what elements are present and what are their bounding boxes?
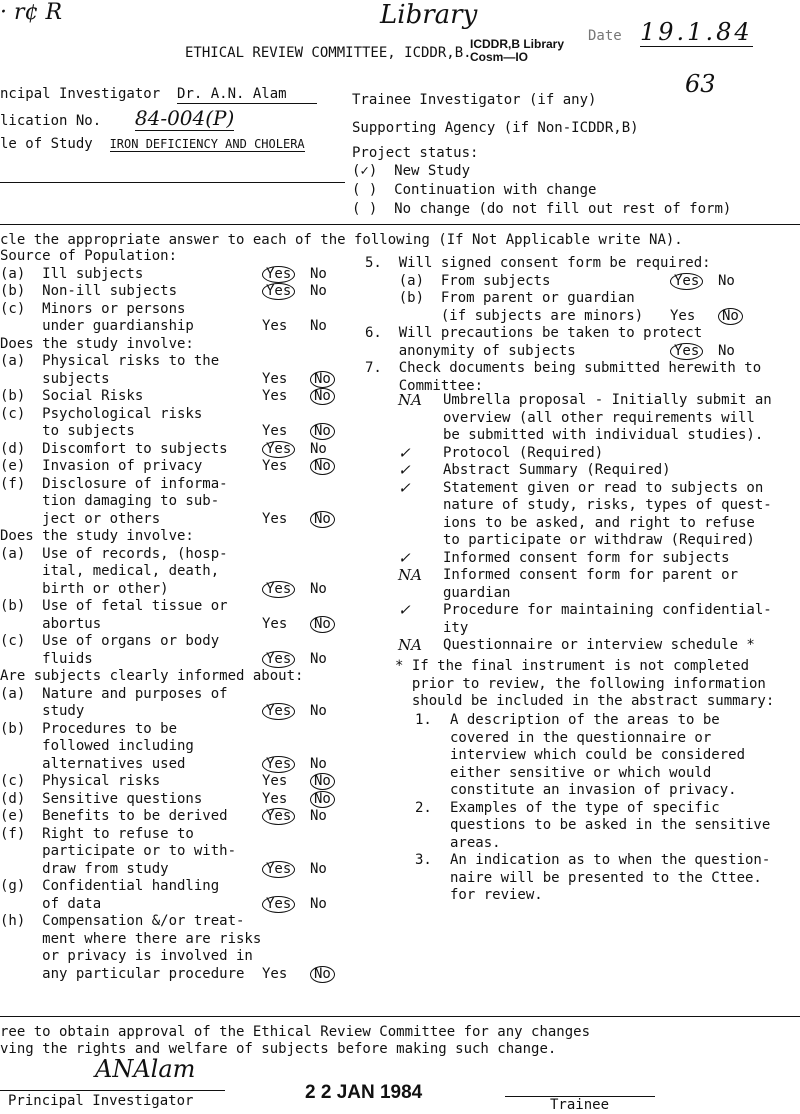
document-check-mark: ✓ [398, 461, 411, 479]
question-line [0, 598, 228, 615]
question-line [0, 861, 169, 878]
pi-signature-line [0, 1090, 225, 1091]
question-line [0, 546, 228, 563]
status-no-change: ( ) No change (do not fill out rest of form) [352, 201, 732, 217]
document-text: overview (all other requirements will [443, 409, 755, 426]
question-text: tion damaging to sub- [0, 493, 220, 509]
question-line [0, 406, 202, 423]
question-line [0, 336, 194, 353]
question-text: alternatives used [0, 755, 186, 772]
question-line [0, 441, 228, 458]
question-text: participate or to with- [0, 843, 237, 859]
answer-no: No [310, 703, 327, 719]
answer-no: No [310, 458, 335, 475]
library-handwritten: Library [380, 0, 478, 30]
document-text: ity [443, 619, 469, 636]
question-line [0, 738, 194, 755]
question-text: (a) Ill subjects [0, 265, 144, 282]
footnote-line: * If the final instrument is not completed [395, 658, 750, 674]
form-title: ETHICAL REVIEW COMMITTEE, ICDDR,B. [185, 45, 472, 61]
answer-no: No [310, 511, 335, 528]
answer-yes: Yes [262, 581, 295, 598]
answer-no: No [310, 388, 335, 405]
answer-yes: Yes [262, 896, 295, 913]
question-line [0, 843, 236, 860]
question-text: anonymity of subjects [365, 342, 576, 359]
question-line [0, 353, 219, 370]
numbered-text: constitute an invasion of privacy. [450, 782, 737, 798]
status-continuation: ( ) Continuation with change [352, 182, 597, 198]
supporting-agency-field: Supporting Agency (if Non-ICDDR,B) [352, 120, 639, 136]
answer-no: No [310, 371, 335, 388]
question-line [0, 476, 228, 493]
numbered-text: either sensitive or which would [450, 764, 712, 781]
question-text: birth or other) [0, 580, 169, 597]
document-text: to participate or withdraw (Required) [443, 532, 755, 548]
question-line [0, 686, 228, 703]
question-text: (e) Benefits to be derived [0, 808, 228, 824]
document-text: be submitted with individual studies). [443, 427, 764, 443]
answer-yes: Yes [262, 808, 295, 825]
question-line [0, 721, 177, 738]
document-check-mark: NA [398, 391, 422, 409]
answer-no: No [310, 265, 327, 282]
answer-yes: Yes [670, 343, 703, 360]
question-line [365, 273, 550, 290]
question-line [365, 308, 643, 325]
item-number: 1. [415, 712, 432, 728]
question-text: Committee: [365, 377, 484, 394]
question-text: study [0, 703, 85, 719]
question-text: (a) From subjects [365, 272, 551, 289]
question-text: under guardianship [0, 318, 194, 334]
question-line [0, 493, 219, 510]
answer-yes: Yes [262, 370, 288, 387]
answer-no: No [310, 860, 327, 877]
item-number: 2. [415, 799, 432, 816]
question-line [365, 290, 635, 307]
question-text: (a) Use of records, (hosp- [0, 545, 228, 562]
question-text: Does the study involve: [0, 528, 194, 544]
question-line [0, 878, 219, 895]
numbered-text: A description of the areas to be [450, 712, 720, 728]
trainee-field: Trainee Investigator (if any) [352, 92, 597, 108]
corner-scrawl: · r¢ R [0, 0, 63, 25]
answer-no: No [310, 283, 327, 299]
date-label: Date [588, 28, 622, 44]
document-text: ions to be asked, and right to refuse [443, 514, 755, 531]
document-check-mark: NA [398, 566, 422, 584]
numbered-text: questions to be asked in the sensitive [450, 817, 771, 833]
question-line [0, 581, 169, 598]
document-text: Protocol (Required) [443, 444, 604, 461]
question-line [0, 966, 244, 983]
reference-number: 63 [685, 70, 716, 98]
numbered-text: areas. [450, 834, 501, 851]
question-line [0, 528, 194, 545]
question-text: to subjects [0, 423, 135, 439]
document-text: Informed consent form for parent or [443, 567, 739, 583]
document-check-mark: ✓ [398, 601, 411, 619]
question-text: or privacy is involved in [0, 948, 253, 964]
pi-field: ncipal Investigator Dr. A.N. Alam [0, 86, 317, 104]
question-text: 6. Will precautions be taken to protect [365, 325, 703, 341]
pi-signature: ANAlam [95, 1055, 196, 1083]
question-line [0, 651, 93, 668]
question-line [365, 325, 702, 342]
question-line [365, 255, 711, 272]
question-text: (b) Use of fetal tissue or [0, 598, 228, 614]
answer-yes: Yes [262, 423, 288, 439]
question-text: (b) From parent or guardian [365, 290, 635, 306]
question-text: (f) Disclosure of informa- [0, 475, 228, 492]
question-text: (if subjects are minors) [365, 307, 644, 324]
library-stamp: ICDDR,B Library Cosm—IO [470, 37, 565, 64]
question-text: (g) Confidential handling [0, 878, 220, 894]
agreement-line-2: ving the rights and welfare of subjects before making such change. [0, 1041, 557, 1057]
answer-no: No [310, 440, 327, 457]
document-text: Abstract Summary (Required) [443, 462, 671, 478]
status-new-study: (✓) New Study [352, 163, 471, 179]
question-text: Source of Population: [0, 248, 178, 264]
question-line [0, 371, 110, 388]
question-line [0, 826, 194, 843]
date-stamp: 2 2 JAN 1984 [305, 1082, 423, 1103]
answer-yes: Yes [262, 651, 295, 668]
question-text: (c) Psychological risks [0, 405, 203, 422]
pi-label: Principal Investigator [8, 1093, 194, 1109]
question-text: (a) Physical risks to the [0, 353, 220, 369]
question-line [0, 388, 143, 405]
question-line [0, 633, 219, 650]
project-status-label: Project status: [352, 145, 479, 161]
question-text: subjects [0, 370, 110, 387]
answer-yes: Yes [262, 703, 295, 720]
answer-yes: Yes [262, 283, 295, 300]
question-line [0, 458, 202, 475]
question-line [365, 343, 576, 360]
question-line [0, 896, 101, 913]
document-check-mark: ✓ [398, 478, 411, 497]
answer-yes: Yes [262, 318, 288, 334]
question-text: abortus [0, 615, 102, 632]
agreement-line-1: ree to obtain approval of the Ethical Review Committee for any changes [0, 1024, 591, 1040]
answer-no: No [310, 650, 327, 667]
question-line [0, 668, 303, 685]
question-text: (f) Right to refuse to [0, 825, 194, 842]
answer-no: No [310, 808, 327, 824]
document-text: Questionnaire or interview schedule * [443, 637, 755, 653]
document-text: Procedure for maintaining confidential- [443, 602, 772, 618]
question-text: (b) Non-ill subjects [0, 283, 178, 299]
answer-yes: Yes [262, 773, 288, 789]
question-line [0, 301, 185, 318]
answer-no: No [310, 423, 335, 440]
question-line [0, 318, 194, 335]
question-text: (b) Procedures to be [0, 720, 178, 737]
question-line [0, 511, 160, 528]
blank-line [0, 182, 345, 183]
answer-yes: Yes [262, 965, 288, 982]
answer-no: No [310, 791, 335, 808]
question-line [0, 931, 261, 948]
item-number: 3. [415, 852, 432, 868]
question-text: draw from study [0, 860, 169, 877]
document-text: Umbrella proposal - Initially submit an [443, 392, 772, 408]
answer-no: No [310, 580, 327, 597]
answer-yes: Yes [262, 458, 288, 474]
instruction-text: cle the appropriate answer to each of the following (If Not Applicable write NA). [0, 232, 683, 248]
question-text: (c) Physical risks [0, 773, 161, 789]
question-text: followed including [0, 738, 194, 754]
numbered-text: An indication as to when the question- [450, 852, 771, 868]
question-text: fluids [0, 650, 93, 667]
question-text: any particular procedure [0, 965, 245, 982]
question-text: (b) Social Risks [0, 388, 144, 404]
study-title-field: le of Study IRON DEFICIENCY AND CHOLERA [0, 136, 305, 152]
question-line [0, 791, 202, 808]
answer-yes: Yes [262, 615, 288, 632]
question-line [0, 756, 185, 773]
question-text: (d) Discomfort to subjects [0, 440, 228, 457]
document-text: Informed consent form for subjects [443, 549, 730, 566]
question-text: 7. Check documents being submitted herewith to [365, 360, 762, 376]
question-line [0, 423, 135, 440]
document-check-mark: ✓ [398, 548, 411, 567]
question-line [0, 773, 160, 790]
answer-no: No [718, 272, 735, 289]
answer-no: No [310, 773, 335, 790]
answer-no: No [310, 966, 335, 983]
question-line [0, 616, 101, 633]
question-line [0, 703, 84, 720]
answer-no: No [310, 755, 327, 772]
question-line [0, 563, 219, 580]
question-text: Are subjects clearly informed about: [0, 668, 304, 684]
footnote-line: prior to review, the following information [395, 675, 766, 692]
numbered-text: naire will be presented to the Cttee. [450, 869, 762, 886]
numbered-text: covered in the questionnaire or [450, 729, 712, 746]
answer-no: No [310, 318, 327, 334]
answer-no: No [718, 308, 743, 325]
bottom-divider [0, 1016, 800, 1017]
answer-yes: Yes [262, 861, 295, 878]
question-line [0, 248, 177, 265]
document-text: guardian [443, 584, 511, 601]
answer-yes: Yes [670, 273, 703, 290]
answer-yes: Yes [262, 790, 288, 807]
question-line [365, 360, 761, 377]
answer-no: No [310, 895, 327, 912]
answer-yes: Yes [262, 388, 288, 404]
question-text: (c) Use of organs or body [0, 633, 220, 649]
answer-no: No [718, 342, 735, 359]
question-text: ject or others [0, 510, 161, 527]
question-text: (h) Compensation &/or treat- [0, 913, 245, 929]
question-line [0, 266, 143, 283]
question-text: (d) Sensitive questions [0, 790, 203, 807]
document-text: Statement given or read to subjects on [443, 479, 764, 496]
answer-no: No [310, 616, 335, 633]
question-text: ment where there are risks [0, 930, 262, 947]
answer-yes: Yes [670, 307, 696, 324]
numbered-text: Examples of the type of specific [450, 799, 720, 816]
footnote-line: should be included in the abstract summary: [395, 693, 775, 709]
answer-yes: Yes [262, 266, 295, 283]
question-text: 5. Will signed consent form be required: [365, 255, 711, 271]
answer-yes: Yes [262, 441, 295, 458]
question-text: Does the study involve: [0, 335, 194, 352]
question-text: ital, medical, death, [0, 563, 220, 579]
answer-yes: Yes [262, 510, 288, 527]
trainee-label: Trainee [550, 1097, 610, 1113]
numbered-text: for review. [450, 887, 543, 903]
question-line [0, 283, 177, 300]
question-text: (c) Minors or persons [0, 300, 186, 317]
document-check-mark: ✓ [398, 443, 411, 462]
document-check-mark: NA [398, 636, 422, 654]
date-value: 19.1.84 [640, 18, 753, 46]
section-divider [0, 224, 800, 225]
question-line [0, 808, 228, 825]
application-field: lication No. 84-004(P) [0, 106, 235, 130]
question-text: (e) Invasion of privacy [0, 458, 203, 474]
question-line [0, 948, 253, 965]
question-text: of data [0, 895, 102, 912]
numbered-text: interview which could be considered [450, 747, 746, 763]
question-line [0, 913, 244, 930]
question-text: (a) Nature and purposes of [0, 685, 228, 702]
answer-yes: Yes [262, 756, 295, 773]
document-text: nature of study, risks, types of quest- [443, 497, 772, 513]
